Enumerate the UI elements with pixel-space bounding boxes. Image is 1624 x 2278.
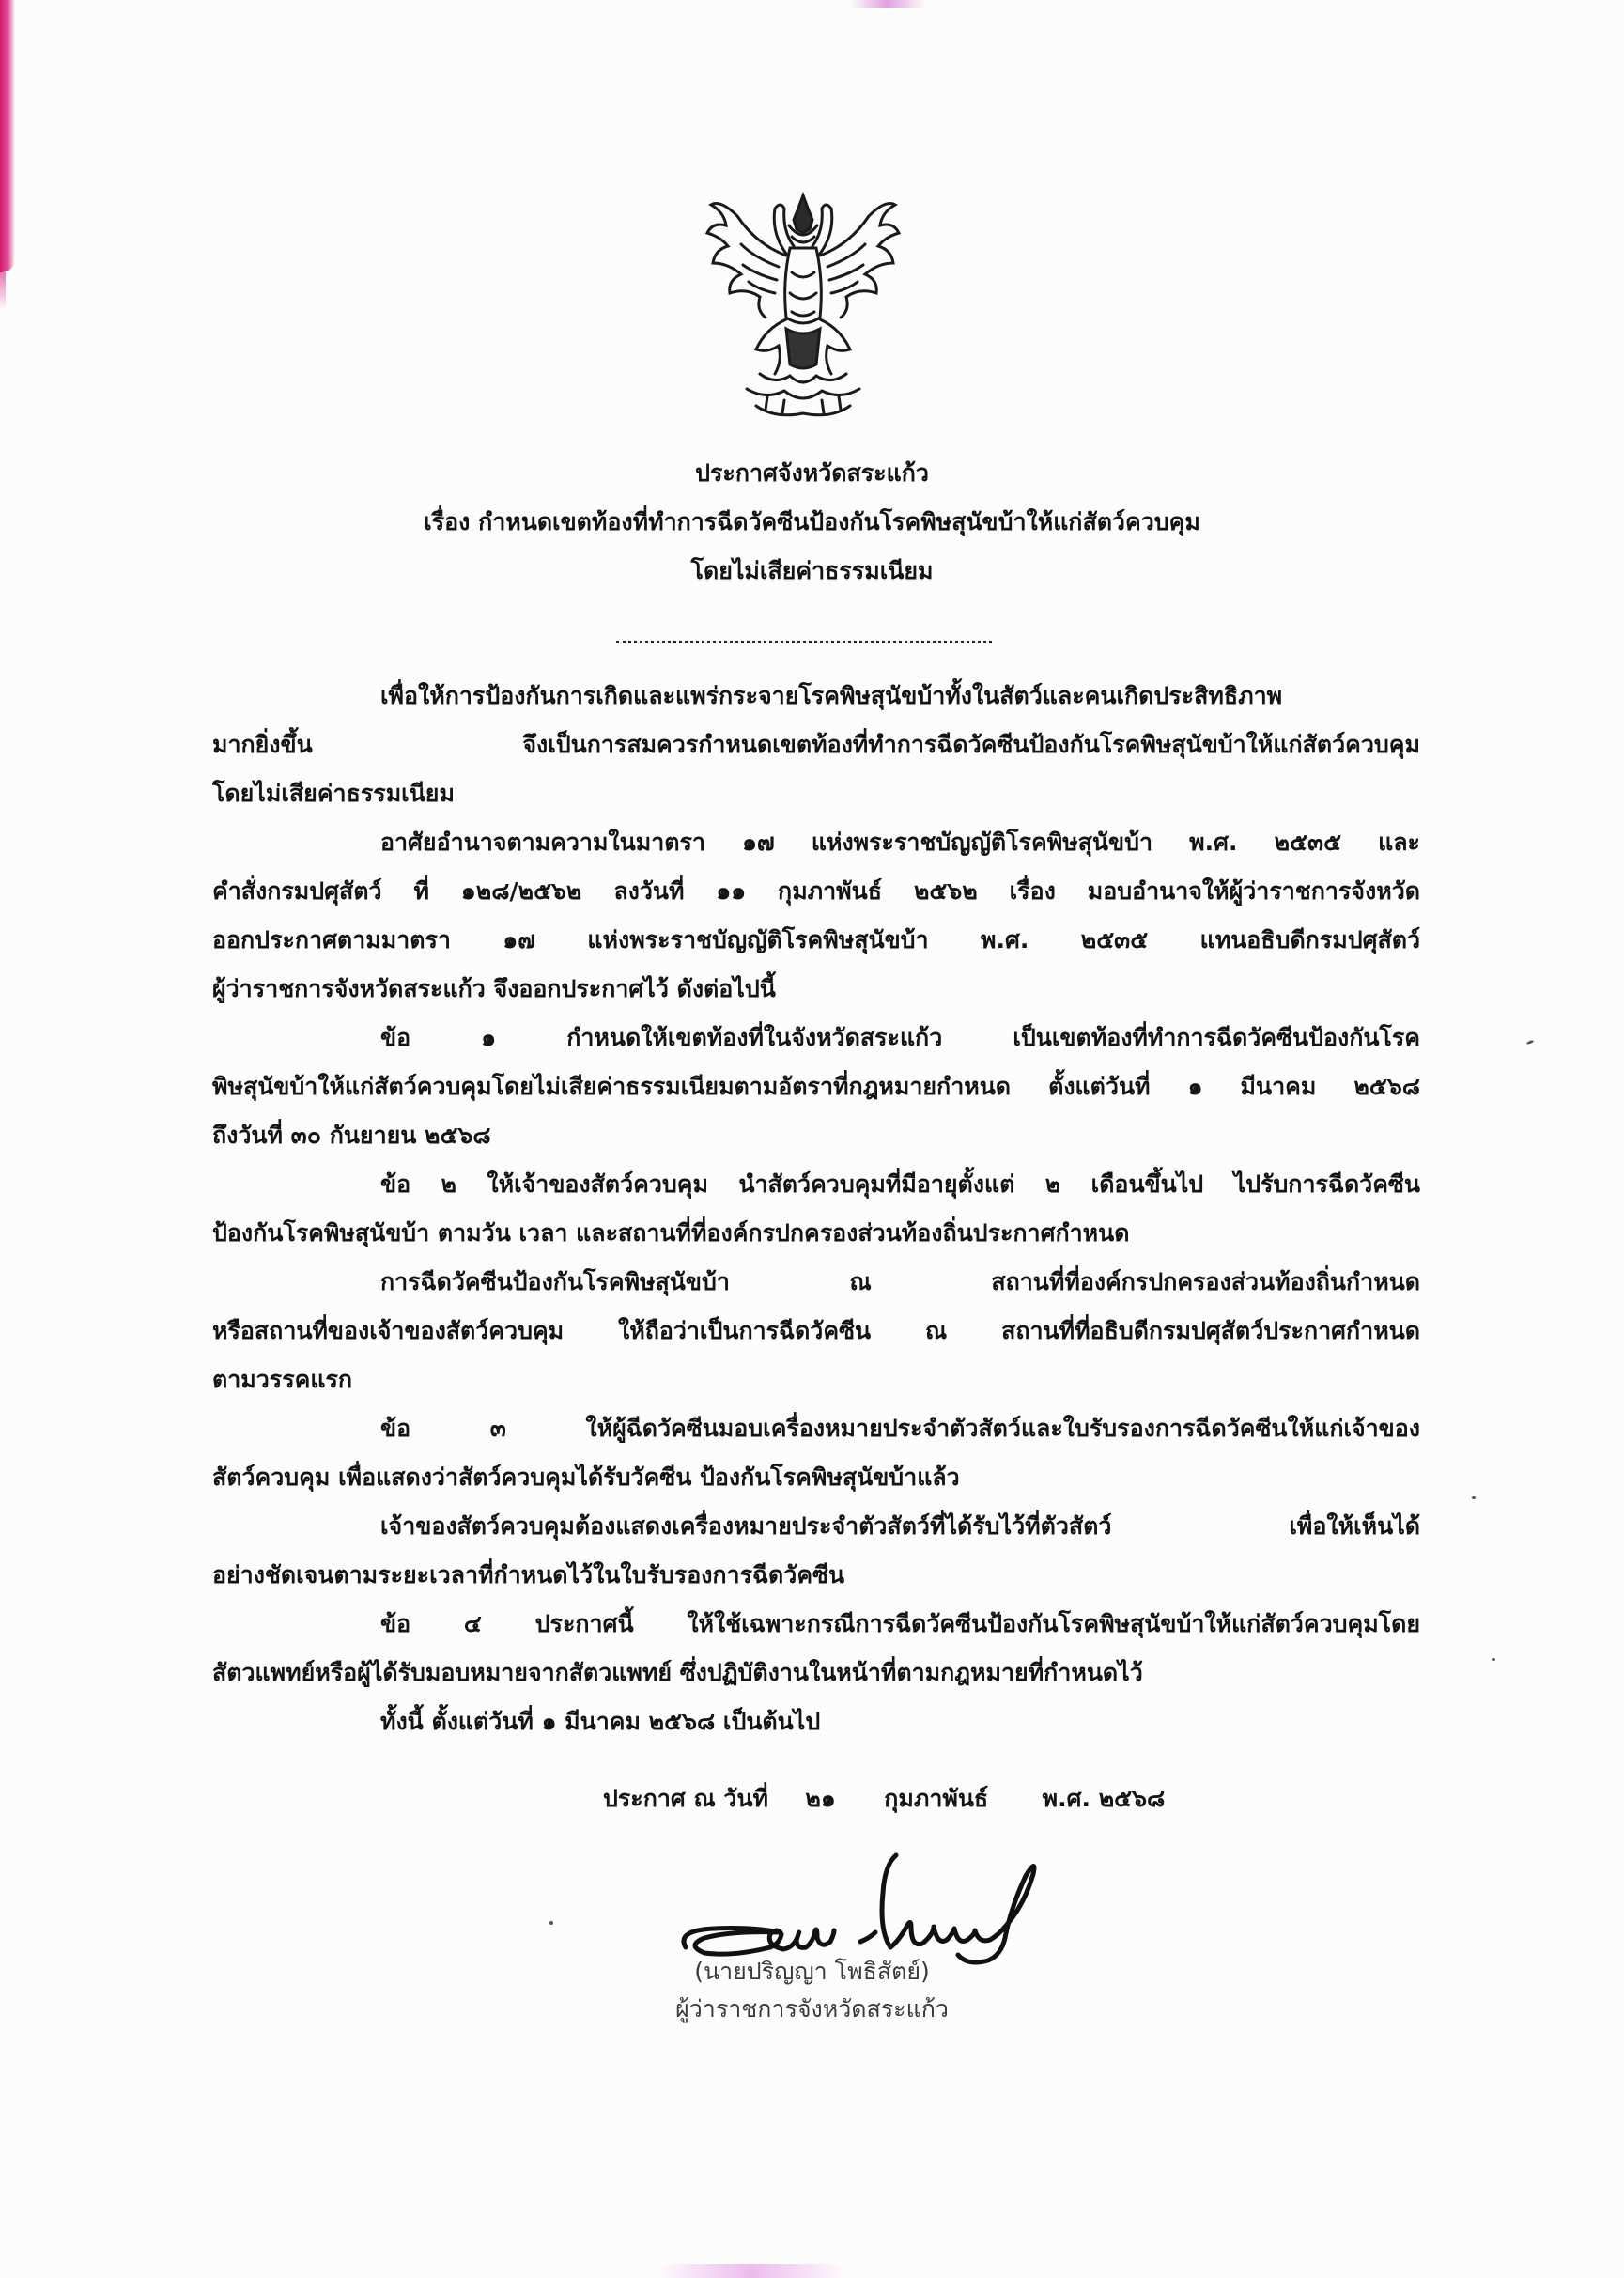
pink-bottom-mark bbox=[657, 2264, 845, 2278]
document-subject-continued: โดยไม่เสียค่าธรรมเนียม bbox=[690, 557, 934, 584]
body-line: อย่างชัดเจนตามระยะเวลาที่กำหนดไว้ในใบรับรองการฉีดวัคซีน bbox=[212, 1561, 845, 1588]
body-line: ข้อ ๒ ให้เจ้าของสัตว์ควบคุม นำสัตว์ควบคุมที่มีอายุตั้งแต่ ๒ เดือนขึ้นไป ไปรับการฉีดวัคซีน bbox=[380, 1170, 1420, 1198]
scan-speck bbox=[1492, 1658, 1495, 1661]
effective-date-line: ทั้งนี้ ตั้งแต่วันที่ ๑ มีนาคม ๒๕๖๘ เป็นต้นไป bbox=[380, 1708, 821, 1735]
body-line: เพื่อให้การป้องกันการเกิดและแพร่กระจายโรคพิษสุนัขบ้าทั้งในสัตว์และคนเกิดประสิทธิภาพ bbox=[380, 682, 1283, 709]
announce-year-prefix: พ.ศ. bbox=[1042, 1785, 1090, 1812]
body-line: สัตว์ควบคุม เพื่อแสดงว่าสัตว์ควบคุมได้รับวัคซีน ป้องกันโรคพิษสุนัขบ้าแล้ว bbox=[212, 1464, 960, 1491]
announce-year: ๒๕๖๘ bbox=[1098, 1785, 1166, 1812]
body-line: ผู้ว่าราชการจังหวัดสระแก้ว จึงออกประกาศไว้ ดังต่อไปนี้ bbox=[212, 975, 776, 1002]
document-subject: เรื่อง กำหนดเขตท้องที่ทำการฉีดวัคซีนป้องกันโรคพิษสุนัขบ้าให้แก่สัตว์ควบคุม bbox=[424, 508, 1200, 535]
announce-day: ๒๑ bbox=[805, 1785, 836, 1812]
announce-month: กุมภาพันธ์ bbox=[884, 1785, 989, 1812]
body-line: อาศัยอำนาจตามความในมาตรา ๑๗ แห่งพระราชบัญญัติโรคพิษสุนัขบ้า พ.ศ. ๒๕๓๕ และ bbox=[380, 829, 1420, 856]
garuda-emblem-icon bbox=[700, 188, 906, 427]
signer-name: (นายปริญญา โพธิสัตย์) bbox=[694, 1958, 930, 1985]
body-line: การฉีดวัคซีนป้องกันโรคพิษสุนัขบ้า ณ สถานที่ที่องค์กรปกครองส่วนท้องถิ่นกำหนด bbox=[380, 1268, 1420, 1295]
body-line: ป้องกันโรคพิษสุนัขบ้า ตามวัน เวลา และสถานที่ที่องค์กรปกครองส่วนท้องถิ่นประกาศกำหนด bbox=[212, 1219, 1130, 1247]
dotted-separator bbox=[616, 641, 992, 643]
scan-speck bbox=[1472, 1496, 1476, 1499]
announce-prefix: ประกาศ ณ วันที่ bbox=[603, 1785, 768, 1812]
body-line: เจ้าของสัตว์ควบคุมต้องแสดงเครื่องหมายประจำตัวสัตว์ที่ได้รับไว้ที่ตัวสัตว์ เพื่อให้เห็นได้ bbox=[380, 1512, 1420, 1540]
body-line: ออกประกาศตามมาตรา ๑๗ แห่งพระราชบัญญัติโรคพิษสุนัขบ้า พ.ศ. ๒๕๓๕ แทนอธิบดีกรมปศุสัตว์ bbox=[212, 926, 1420, 953]
announcement-date bbox=[603, 1780, 1185, 1818]
body-line: ข้อ ๔ ประกาศนี้ ให้ใช้เฉพาะกรณีการฉีดวัคซีนป้องกันโรคพิษสุนัขบ้าให้แก่สัตว์ควบคุมโดย bbox=[380, 1610, 1420, 1637]
body-line: คำสั่งกรมปศุสัตว์ ที่ ๑๒๘/๒๕๖๒ ลงวันที่ ๑๑ กุมภาพันธ์ ๒๕๖๒ เรื่อง มอบอำนาจให้ผู้ว่าราชการจังหวัด bbox=[212, 877, 1420, 905]
pink-page-edge-fade bbox=[0, 272, 6, 310]
body-line: ถึงวันที่ ๓๐ กันยายน ๒๕๖๘ bbox=[212, 1122, 491, 1149]
pink-page-edge bbox=[0, 0, 15, 272]
document-title: ประกาศจังหวัดสระแก้ว bbox=[695, 459, 929, 487]
body-line: มากยิ่งขึ้น จึงเป็นการสมควรกำหนดเขตท้องที่ทำการฉีดวัคซีนป้องกันโรคพิษสุนัขบ้าให้แก่สัตว์ควบคุม bbox=[212, 731, 1420, 758]
body-line: ข้อ ๓ ให้ผู้ฉีดวัคซีนมอบเครื่องหมายประจำตัวสัตว์และใบรับรองการฉีดวัคซีนให้แก่เจ้าของ bbox=[380, 1415, 1420, 1442]
body-line: ตามวรรคแรก bbox=[212, 1366, 353, 1393]
body-line: โดยไม่เสียค่าธรรมเนียม bbox=[212, 780, 455, 807]
body-line: ข้อ ๑ กำหนดให้เขตท้องที่ในจังหวัดสระแก้ว เป็นเขตท้องที่ทำการฉีดวัคซีนป้องกันโรค bbox=[380, 1024, 1420, 1051]
body-line: หรือสถานที่ของเจ้าของสัตว์ควบคุม ให้ถือว่าเป็นการฉีดวัคซีน ณ สถานที่ที่อธิบดีกรมปศุสัตว์ประกาศกำหนด bbox=[212, 1317, 1420, 1344]
body-line: พิษสุนัขบ้าให้แก่สัตว์ควบคุมโดยไม่เสียค่าธรรมเนียมตามอัตราที่กฎหมายกำหนด ตั้งแต่วันที่ ๑ มีนาคม ๒๕๖๘ bbox=[212, 1073, 1420, 1100]
scan-speck bbox=[549, 1921, 553, 1925]
body-line: สัตวแพทย์หรือผู้ได้รับมอบหมายจากสัตวแพทย์ ซึ่งปฏิบัติงานในหน้าที่ตามกฎหมายที่กำหนดไว้ bbox=[212, 1659, 1143, 1686]
signer-position: ผู้ว่าราชการจังหวัดสระแก้ว bbox=[675, 1995, 949, 2022]
scan-speck bbox=[1526, 1040, 1535, 1046]
pink-top-mark bbox=[850, 0, 925, 8]
